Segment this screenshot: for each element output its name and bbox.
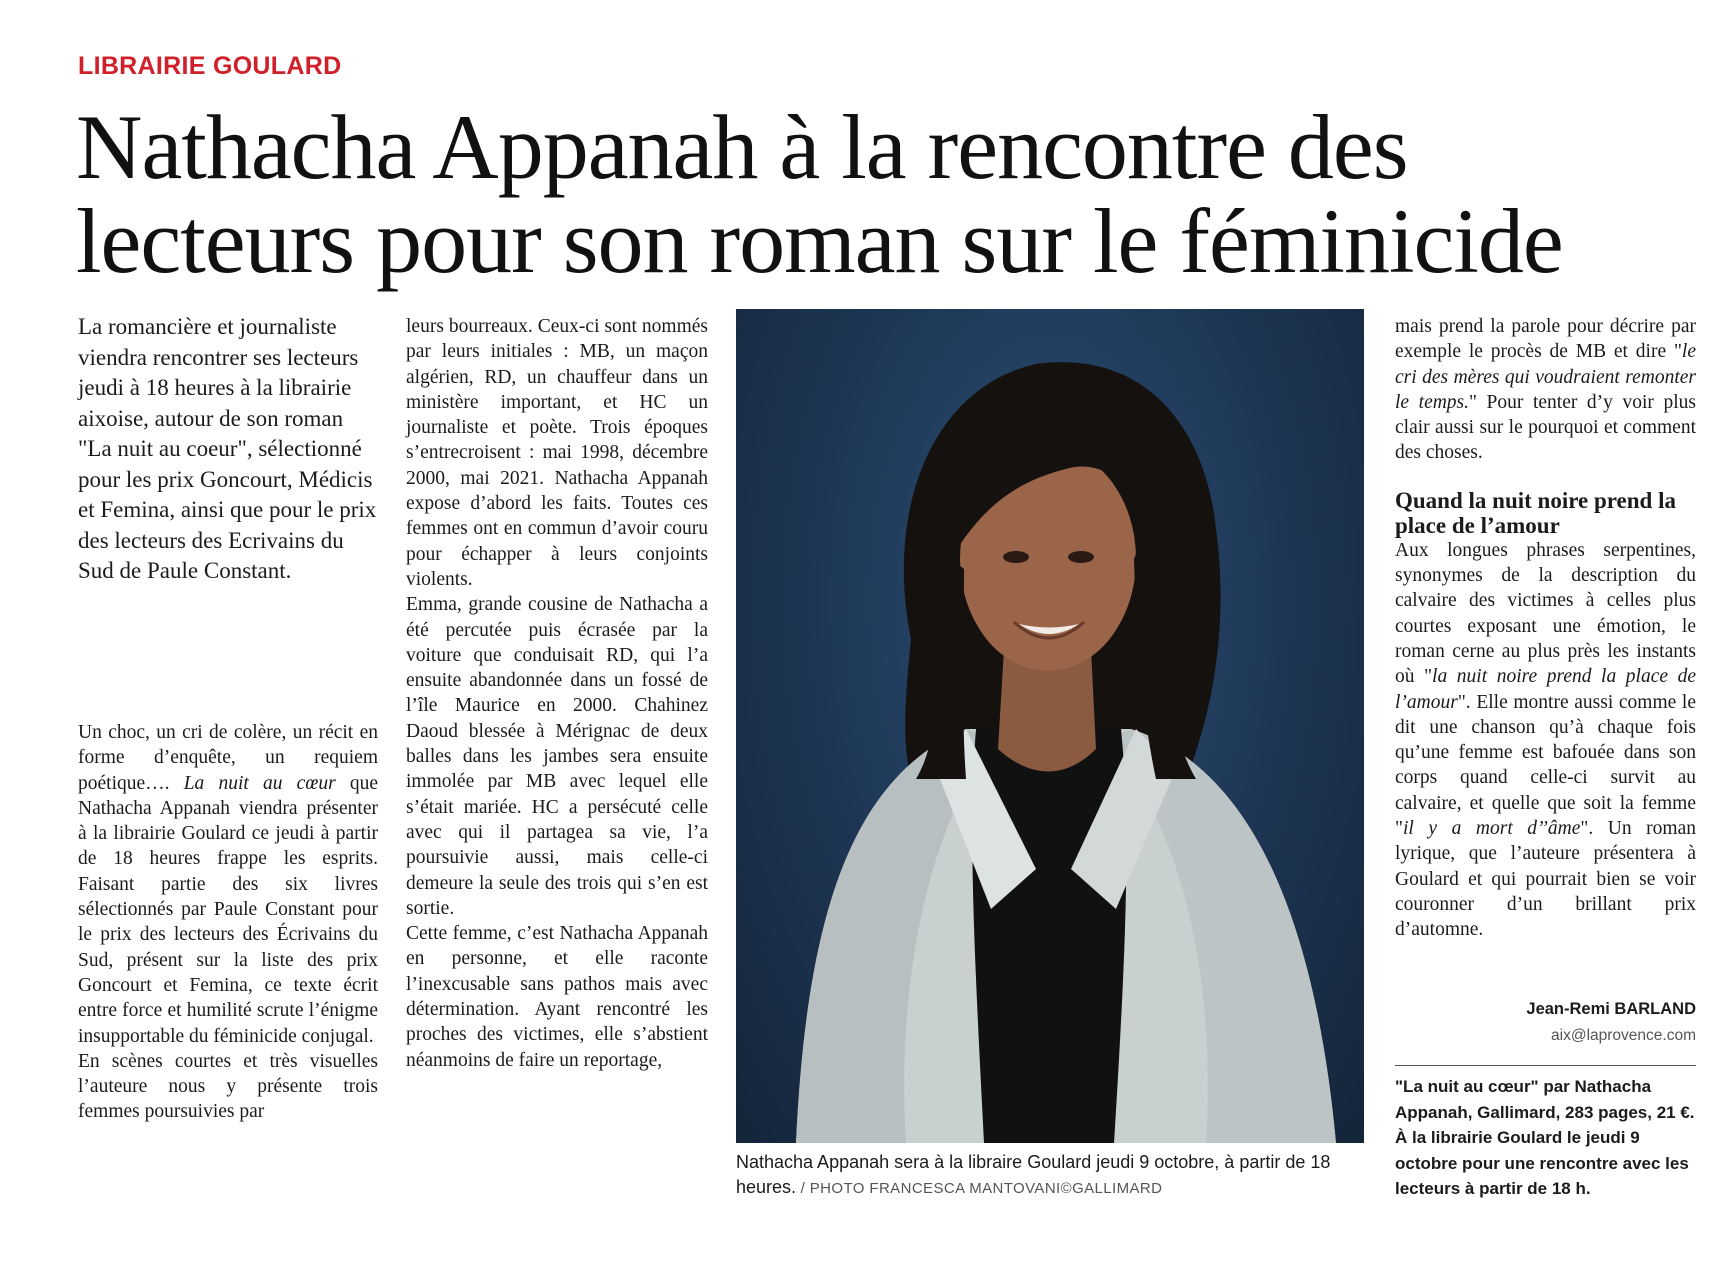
column-2-paragraph-1: leurs bourreaux. Ceux-ci sont nommés par leurs initiales : MB, un maçon algérien, RD, un chauffeur dans un ministère important, et HC un journaliste et poète. Trois époques s’entrecroisent : mai 1998, décembre 2000, mai 2021. Nathacha Appanah expose d’abord les faits. Toutes ces femmes ont en commun d’avoir couru pour échapper à leurs conjoints violents. <box>406 316 708 590</box>
article-headline: Nathacha Appanah à la rencontre des lecteurs pour son roman sur le féminicide <box>76 96 1563 292</box>
text-run: ". Un roman lyrique, que l’auteure présentera à Goulard et qui pourrait bien se voir couronner d’un brillant prix d’automne. <box>1395 818 1696 941</box>
column-1-paragraph-2: En scènes courtes et très visuelles l’auteure nous y présente trois femmes poursuivies par <box>78 1050 378 1123</box>
text-run: ". Elle montre aussi comme le dit une chanson qu’à chaque fois qu’une femme est bafouée dans son corps quand celle-ci survit au calvaire, et quelle que soit la femme " <box>1395 691 1696 840</box>
column-4-paragraph-1 <box>1395 314 1696 466</box>
quote-italic: le cri des mères qui voudraient remonter le temps. <box>1395 341 1696 413</box>
author-email[interactable]: aix@laprovence.com <box>1551 1027 1696 1044</box>
book-info-box: "La nuit au cœur" par Nathacha Appanah, Gallimard, 283 pages, 21 €. À la librairie Goulard le jeudi 9 octobre pour une rencontre avec les lecteurs à partir de 18 h. <box>1395 1077 1695 1198</box>
section-kicker: LIBRAIRIE GOULARD <box>78 52 342 80</box>
column-2 <box>406 314 708 1073</box>
column-1 <box>78 720 378 1125</box>
text-run: " Pour tenter d’y voir plus clair aussi sur le pourquoi et comment des choses. <box>1395 391 1696 464</box>
article-lead: La romancière et journaliste viendra rencontrer ses lecteurs jeudi à 18 heures à la librairie aixoise, autour de son roman "La nuit au coeur", sélectionné pour les prix Goncourt, Médicis et Femina, ainsi que pour le prix des lecteurs des Ecrivains du Sud de Paule Constant. <box>78 314 377 583</box>
author-photo <box>736 309 1364 1143</box>
quote-italic: la nuit noire prend la place de l’amour <box>1395 666 1697 713</box>
author-byline: Jean-Remi BARLAND <box>1526 1000 1696 1018</box>
text-run: Un choc, un cri de colère, un récit en forme d’enquête, un requiem poétique…. <box>78 722 378 794</box>
column-4-paragraph-2 <box>1395 538 1696 943</box>
divider <box>1395 1065 1696 1066</box>
section-subhead: Quand la nuit noire prend la place de l’amour <box>1395 487 1676 538</box>
text-run: que Nathacha Appanah viendra présenter à la librairie Goulard ce jeudi à partir de 18 heures frappe les esprits. Faisant partie des six livres sélectionnés par Paule Constant pour le prix des lecteurs des Écrivains du Sud, présent sur la liste des prix Goncourt et Femina, ce texte écrit entre force et humilité scrute l’énigme insupportable du féminicide conjugal. <box>78 772 379 1047</box>
quote-italic: il y a mort d’’âme <box>1402 818 1581 840</box>
column-2-paragraph-2: Emma, grande cousine de Nathacha a été percutée puis écrasée par la voiture que conduisait RD, qui l’a ensuite abandonnée dans un fossé de l’île Maurice en 2000. Chahinez Daoud blessée à Mérignac de deux balles dans les jambes sera ensuite immolée par MB avec lequel elle s’était mariée. HC a persécuté celle avec qui il partagea sa vie, l’a poursuivie aussi, mais celle-ci demeure la seule des trois qui s’en est sortie. <box>406 594 708 919</box>
column-2-paragraph-3: Cette femme, c’est Nathacha Appanah en personne, et elle raconte l’inexcusable sans pathos mais avec détermination. Ayant rencontré les proches des victimes, elle s’abstient néanmoins de faire un reportage, <box>406 923 708 1071</box>
photo-credit: / PHOTO FRANCESCA MANTOVANI©GALLIMARD <box>796 1180 1163 1197</box>
text-run: mais prend la parole pour décrire par exemple le procès de MB et dire " <box>1395 316 1696 363</box>
caption-text: Nathacha Appanah sera à la libraire Goulard jeudi 9 octobre, à partir de 18 heures. <box>736 1152 1331 1197</box>
column-4 <box>1395 314 1696 943</box>
book-title-italic: La nuit au cœur <box>183 772 336 794</box>
text-run: Aux longues phrases serpentines, synonymes de la description du calvaire des victimes à celles plus courtes exposant une émotion, le roman cerne au plus près les instants où " <box>1395 539 1696 688</box>
photo-caption <box>736 1150 1366 1201</box>
portrait-illustration <box>736 309 1364 1143</box>
column-1-paragraph-1 <box>78 720 378 1049</box>
